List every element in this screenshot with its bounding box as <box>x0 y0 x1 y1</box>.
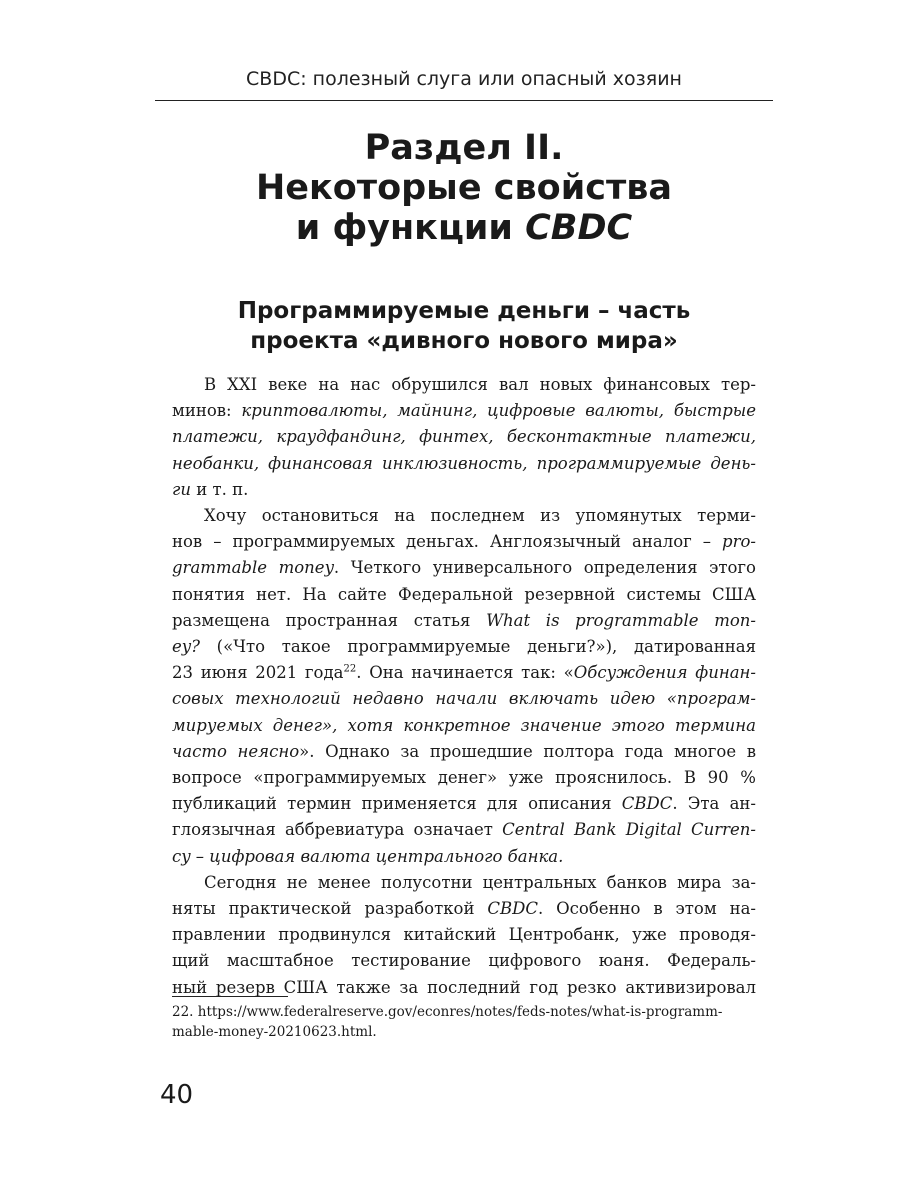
paragraph-3 <box>172 870 756 1001</box>
text-span: . Она начинается так: « <box>356 663 574 683</box>
text-line <box>172 424 756 450</box>
text-span: . Четкого универсального определения этого <box>333 558 756 578</box>
body-text <box>172 372 756 1001</box>
text-line <box>172 529 756 555</box>
page-number: 40 <box>160 1080 194 1110</box>
section-title-line-1: Раздел II. <box>364 128 564 168</box>
text-line <box>172 398 756 424</box>
text-line: понятия нет. На сайте Федеральной резервной системы США <box>172 584 756 604</box>
text-span: . Особенно в этом на- <box>538 899 756 919</box>
text-span: и т. п. <box>190 479 249 499</box>
italic-span: ey? <box>172 637 200 657</box>
italic-span: grammable money <box>172 558 334 578</box>
text-span: 23 июня 2021 года <box>172 663 344 683</box>
paragraph-1 <box>172 372 756 503</box>
header-rule <box>155 100 773 101</box>
italic-span: платежи, краудфандинг, финтех, бесконтактные платежи, <box>172 427 756 447</box>
text-line <box>172 555 756 581</box>
italic-span: pro- <box>722 532 756 552</box>
footnote-ref-22[interactable]: 22 <box>343 663 357 675</box>
text-line <box>172 477 756 503</box>
text-line: В XXI веке на нас обрушился вал новых финансовых тер- <box>204 375 756 394</box>
text-line: Сегодня не менее полусотни центральных банков мира за- <box>204 872 756 892</box>
italic-span: ги <box>172 479 191 499</box>
italic-span: Обсуждения финан- <box>573 663 756 683</box>
italic-span: совых технологий недавно начали включать идею «програм- <box>172 689 756 709</box>
italic-span: CBDC <box>621 794 673 814</box>
text-line <box>172 660 756 686</box>
section-title-line-3 <box>155 208 773 248</box>
text-line <box>172 713 756 739</box>
italic-span: cy – цифровая валюта центрального банка. <box>172 846 564 866</box>
chapter-title-line-1: Программируемые деньги – часть <box>237 298 691 324</box>
chapter-title-line-2: проекта «дивного нового мира» <box>250 328 678 354</box>
paragraph-2 <box>172 503 756 870</box>
italic-span: мируемых денег», хотя конкретное значение этого термина <box>172 715 756 735</box>
text-span: нов – программируемых деньгах. Англоязычный аналог – <box>172 532 723 552</box>
italic-span: криптовалюты, майнинг, цифровые валюты, быстрые <box>241 401 756 421</box>
text-line <box>172 634 756 660</box>
text-span: публикаций термин применяется для описания <box>172 794 622 814</box>
text-line <box>172 896 756 922</box>
text-line <box>172 686 756 712</box>
text-line <box>172 791 756 817</box>
text-span: . Эта ан- <box>672 794 757 814</box>
section-title-line-2: Некоторые свойства <box>255 168 673 208</box>
text-line <box>172 739 756 765</box>
section-title <box>155 128 773 248</box>
text-line: правлении продвинулся китайский Центробанк, уже проводя- <box>172 925 756 945</box>
text-line <box>172 608 756 634</box>
italic-span: What is programmable mon- <box>486 610 756 630</box>
section-title-cbdc: CBDC <box>525 208 633 248</box>
footnote-rule <box>172 996 288 997</box>
running-head: CBDC: полезный слуга или опасный хозяин <box>246 68 682 90</box>
text-span: минов: <box>172 401 242 421</box>
text-line <box>172 817 756 843</box>
text-line: вопросе «программируемых денег» уже прояснилось. В 90 % <box>172 768 756 788</box>
chapter-title <box>155 296 773 356</box>
footnote-line[interactable]: 22. https://www.federalreserve.gov/econres/notes/feds-notes/what-is-programm- <box>172 1004 723 1020</box>
text-line: Хочу остановиться на последнем из упомянутых терми- <box>204 506 756 526</box>
text-line: щий масштабное тестирование цифрового юаня. Федераль- <box>172 951 756 971</box>
text-span: («Что такое программируемые деньги?»), датированная <box>199 637 756 657</box>
text-line <box>172 844 756 870</box>
footnote-line[interactable]: mable-money-20210623.html. <box>172 1024 377 1040</box>
italic-span: необанки, финансовая инклюзивность, программируемые день- <box>172 453 756 473</box>
section-title-line-3-text: и функции <box>295 208 526 248</box>
text-span: ». Однако за прошедшие полтора года многое в <box>299 741 756 761</box>
footnote-22 <box>172 1002 756 1042</box>
text-span: глоязычная аббревиатура означает <box>172 820 503 840</box>
text-line: ный резерв США также за последний год резко активизировал <box>172 977 756 997</box>
italic-span: Central Bank Digital Curren- <box>502 820 756 840</box>
text-span: размещена пространная статья <box>172 610 487 630</box>
italic-span: часто неясно <box>172 741 300 761</box>
text-span: няты практической разработкой <box>172 899 488 919</box>
italic-span: CBDC <box>487 899 538 919</box>
text-line <box>172 451 756 477</box>
